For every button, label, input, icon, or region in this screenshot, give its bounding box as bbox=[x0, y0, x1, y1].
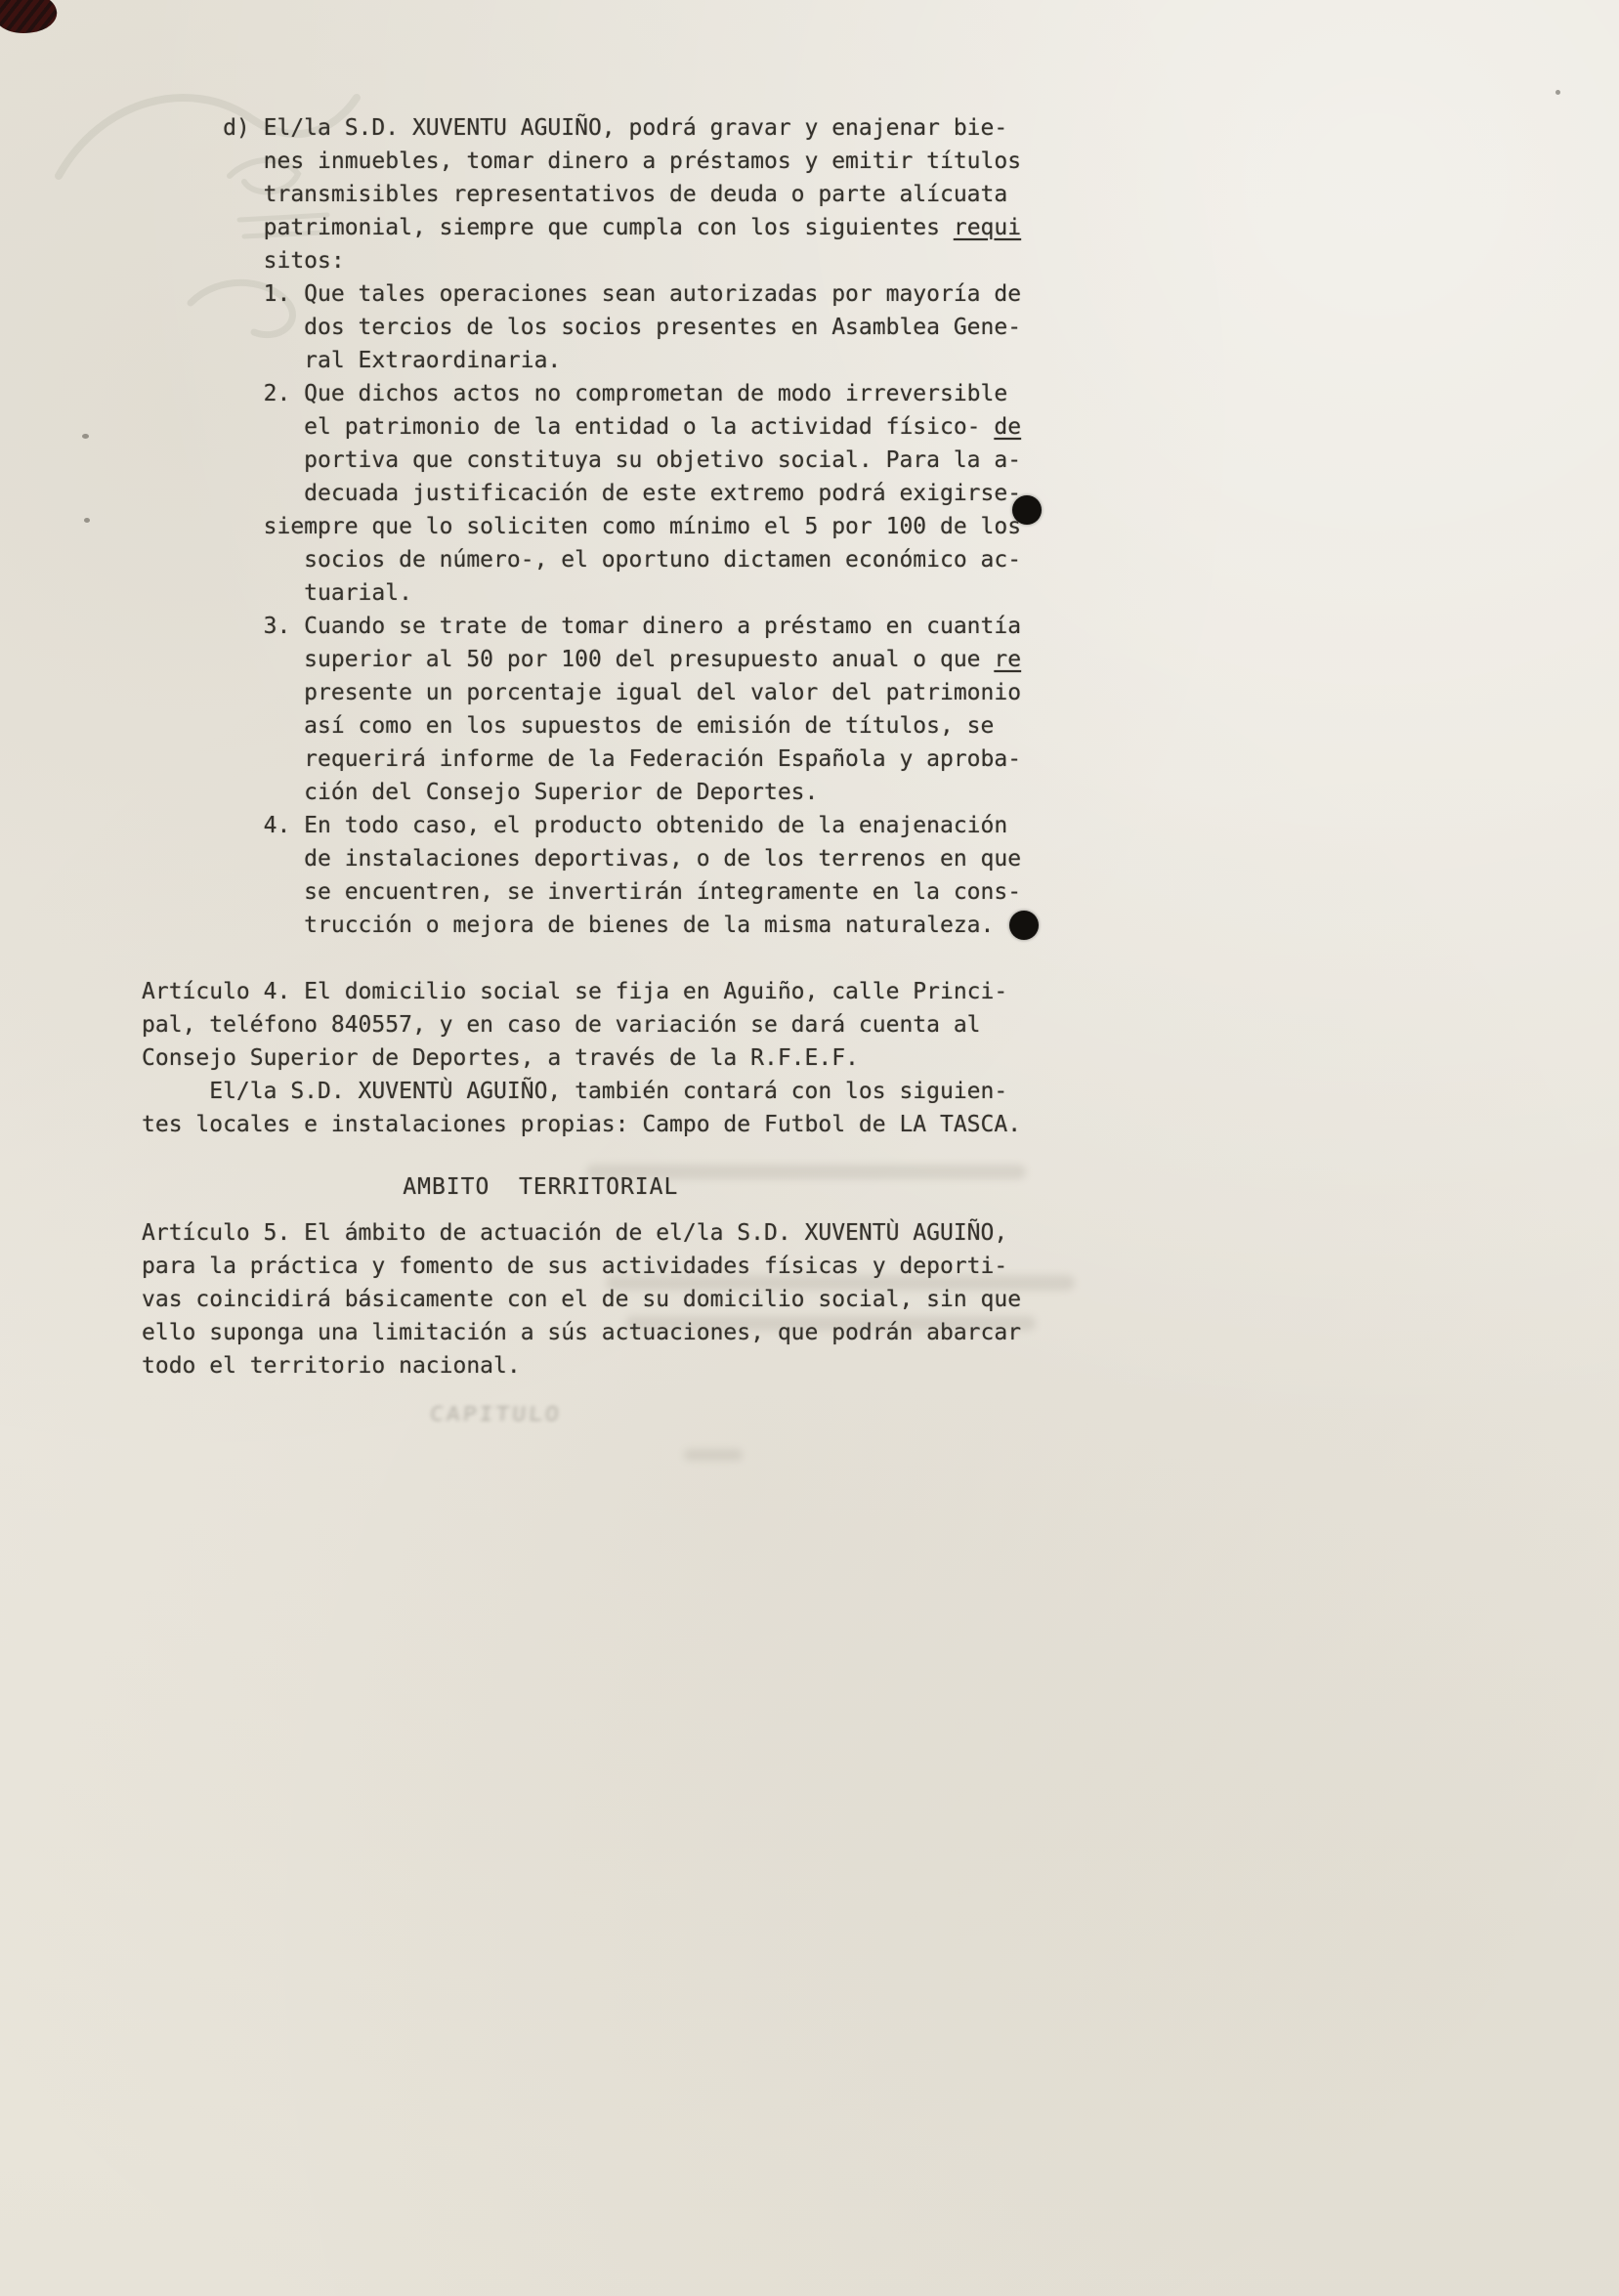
text-line: requerirá informe de la Federación Española y aproba- bbox=[142, 746, 1022, 772]
text-line: siempre que lo soliciten como mínimo el 5 por 100 de los bbox=[142, 514, 1022, 539]
numbered-item-4 bbox=[142, 809, 1599, 942]
text-line: Artículo 5. El ámbito de actuación de el/la S.D. XUVENTÙ AGUIÑO, bbox=[142, 1220, 1008, 1246]
text-line: para la práctica y fomento de sus actividades físicas y deporti- bbox=[142, 1254, 1008, 1279]
text-line: todo el territorio nacional. bbox=[142, 1353, 521, 1379]
text-line: sitos: bbox=[142, 248, 345, 274]
text-line: d) El/la S.D. XUVENTU AGUIÑO, podrá gravar y enajenar bie- bbox=[142, 115, 1008, 141]
text-line: nes inmuebles, tomar dinero a préstamos y emitir títulos bbox=[142, 149, 1022, 174]
text-line: El/la S.D. XUVENTÙ AGUIÑO, también contará con los siguien- bbox=[142, 1079, 1008, 1104]
text-line: 4. En todo caso, el producto obtenido de la enajenación bbox=[142, 813, 1008, 838]
text-line: socios de número-, el oportuno dictamen económico ac- bbox=[142, 547, 1022, 573]
text-line: 3. Cuando se trate de tomar dinero a préstamo en cuantía bbox=[142, 614, 1022, 639]
text-line: tuarial. bbox=[142, 580, 412, 606]
text-line: el patrimonio de la entidad o la actividad físico- de bbox=[142, 414, 1022, 440]
text-line: Consejo Superior de Deportes, a través de la R.F.E.F. bbox=[142, 1045, 859, 1071]
text-line: trucción o mejora de bienes de la misma naturaleza. bbox=[142, 913, 995, 938]
article-4-paragraph bbox=[142, 975, 1599, 1141]
text-line: presente un porcentaje igual del valor del patrimonio bbox=[142, 680, 1022, 705]
text-line: pal, teléfono 840557, y en caso de variación se dará cuenta al bbox=[142, 1012, 981, 1038]
typewritten-content bbox=[142, 111, 1599, 1431]
text-line: superior al 50 por 100 del presupuesto anual o que re bbox=[142, 647, 1022, 672]
text-line: decuada justificación de este extremo podrá exigirse- bbox=[142, 481, 1022, 506]
text-line: Artículo 4. El domicilio social se fija en Aguiño, calle Princi- bbox=[142, 979, 1008, 1004]
text-line: así como en los supuestos de emisión de títulos, se bbox=[142, 713, 995, 739]
text-line: vas coincidirá básicamente con el de su domicilio social, sin que bbox=[142, 1287, 1022, 1312]
clause-d-paragraph bbox=[142, 111, 1599, 277]
text-line: transmisibles representativos de deuda o parte alícuata bbox=[142, 182, 1008, 207]
ink-speck bbox=[82, 434, 89, 439]
article-5-paragraph bbox=[142, 1216, 1599, 1382]
section-heading bbox=[142, 1170, 1599, 1204]
numbered-item-2 bbox=[142, 377, 1599, 610]
text-line: se encuentren, se invertirán íntegramente en la cons- bbox=[142, 879, 1022, 905]
ink-speck bbox=[1555, 90, 1560, 95]
ink-speck bbox=[84, 518, 90, 523]
text-line: tes locales e instalaciones propias: Campo de Futbol de LA TASCA. bbox=[142, 1112, 1022, 1137]
text-line: portiva que constituya su objetivo social. Para la a- bbox=[142, 447, 1022, 473]
text-line: AMBITO TERRITORIAL bbox=[142, 1174, 679, 1200]
text-line: 2. Que dichos actos no comprometan de modo irreversible bbox=[142, 381, 1008, 406]
text-line: patrimonial, siempre que cumpla con los siguientes requi bbox=[142, 215, 1022, 240]
text-line: dos tercios de los socios presentes en Asamblea Gene- bbox=[142, 315, 1022, 340]
text-line: de instalaciones deportivas, o de los terrenos en que bbox=[142, 846, 1022, 872]
corner-ink-mark bbox=[0, 0, 59, 37]
text-line: ral Extraordinaria. bbox=[142, 348, 562, 373]
numbered-item-1 bbox=[142, 277, 1599, 377]
text-line: ción del Consejo Superior de Deportes. bbox=[142, 780, 819, 805]
faded-footer-text: CAPITULO bbox=[429, 1403, 563, 1426]
numbered-item-3 bbox=[142, 610, 1599, 809]
bleed-through-smudge bbox=[684, 1449, 743, 1461]
text-line: ello suponga una limitación a sús actuaciones, que podrán abarcar bbox=[142, 1320, 1022, 1345]
text-line: 1. Que tales operaciones sean autorizadas por mayoría de bbox=[142, 281, 1022, 307]
